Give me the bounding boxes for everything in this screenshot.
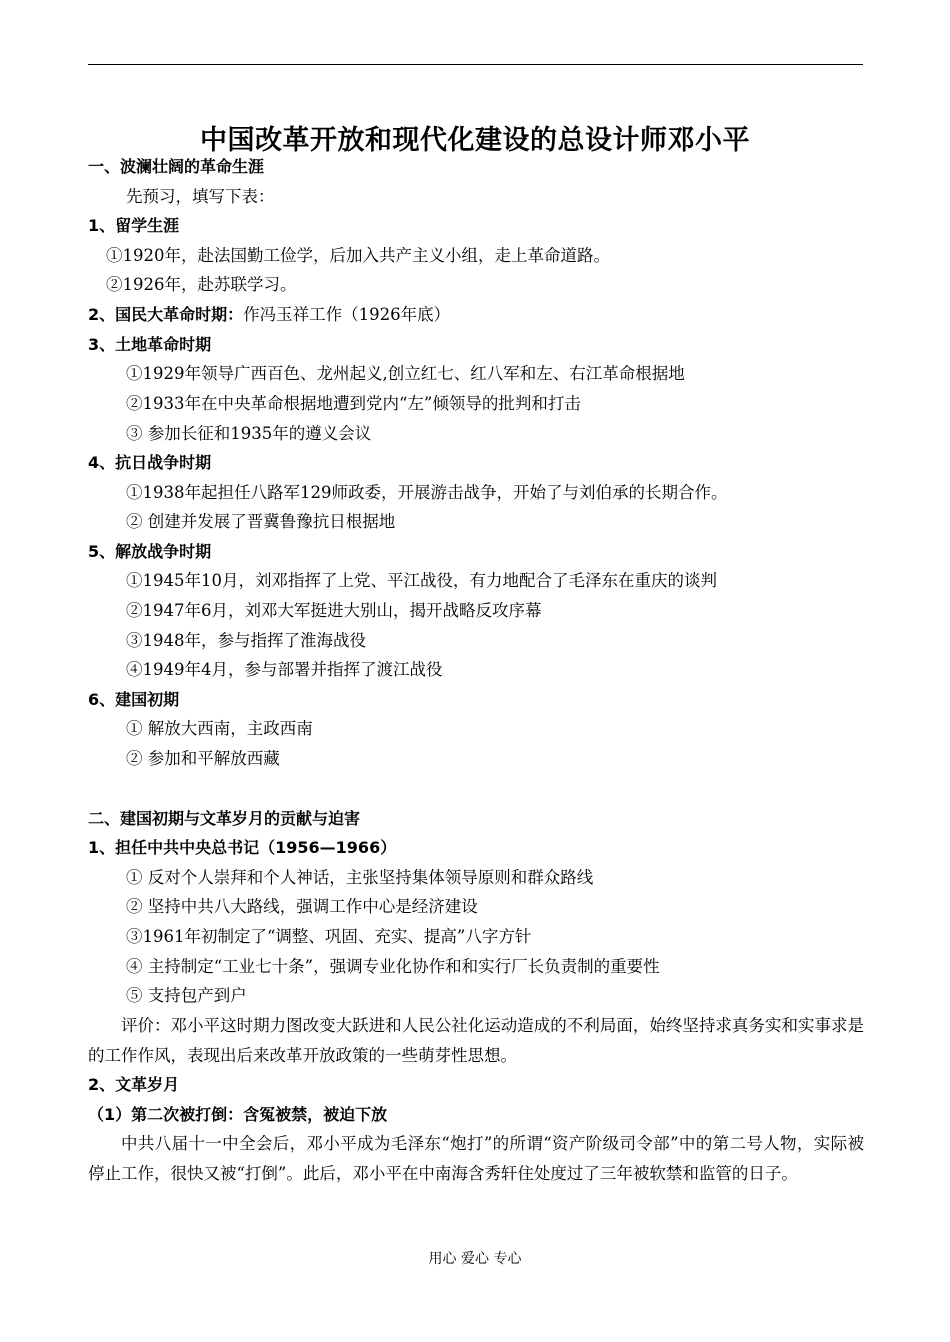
list-item: ③1948年，参与指挥了淮海战役 [126,631,366,650]
section-2-heading: 二、建国初期与文革岁月的贡献与迫害 [88,809,361,828]
subsection-heading: （1）第二次被打倒：含冤被禁，被迫下放 [88,1105,388,1124]
section-1-intro: 先预习，填写下表： [126,187,275,206]
header-rule [88,64,863,65]
list-item: ③ 参加长征和1935年的遵义会议 [126,424,372,443]
part-3-heading: 3、土地革命时期 [88,335,212,354]
section-1-heading: 一、波澜壮阔的革命生涯 [88,157,265,176]
list-item: ② 参加和平解放西藏 [126,749,280,768]
evaluation-paragraph: 评价：邓小平这时期力图改变大跃进和人民公社化运动造成的不利局面，始终坚持求真务实和实事求是的工作作风，表现出后来改革开放政策的一些萌芽性思想。 [88,1016,864,1065]
list-item: ①1929年领导广西百色、龙州起义,创立红七、红八军和左、右江革命根据地 [126,364,685,383]
part-6-heading: 6、建国初期 [88,690,180,709]
body-paragraph: 中共八届十一中全会后，邓小平成为毛泽东“炮打”的所谓“资产阶级司令部”中的第二号人物，实际被停止工作，很快又被“打倒”。此后，邓小平在中南海含秀轩住处度过了三年被软禁和监管的日子。 [88,1134,864,1183]
list-item: ①1945年10月，刘邓指挥了上党、平江战役，有力地配合了毛泽东在重庆的谈判 [126,571,717,590]
list-item: ④1949年4月，参与部署并指挥了渡江战役 [126,660,443,679]
part-5-heading: 5、解放战争时期 [88,542,212,561]
part-1-heading: 1、留学生涯 [88,216,180,235]
list-item: ②1947年6月，刘邓大军挺进大别山，揭开战略反攻序幕 [126,601,542,620]
list-item: ④ 主持制定“工业七十条”，强调专业化协作和和实行厂长负责制的重要性 [126,957,660,976]
section-2-part-1-heading: 1、担任中共中央总书记（1956—1966） [88,838,397,857]
section-2-part-2-heading: 2、文革岁月 [88,1075,180,1094]
list-item: ②1933年在中央革命根据地遭到党内“左”倾领导的批判和打击 [126,394,581,413]
list-item: ②1926年，赴苏联学习。 [106,275,297,294]
part-2-heading: 2、国民大革命时期： [88,305,244,324]
list-item: ① 解放大西南，主政西南 [126,719,313,738]
page-footer: 用心 爱心 专心 [428,1251,522,1267]
part-4-heading: 4、抗日战争时期 [88,453,212,472]
part-2-text: 作冯玉祥工作（1926年底） [243,305,451,324]
list-item: ①1920年，赴法国勤工俭学，后加入共产主义小组，走上革命道路。 [106,246,610,265]
page-title: 中国改革开放和现代化建设的总设计师邓小平 [200,125,750,156]
list-item: ①1938年起担任八路军129师政委，开展游击战争，开始了与刘伯承的长期合作。 [126,483,728,502]
list-item: ③1961年初制定了“调整、巩固、充实、提高”八字方针 [126,927,532,946]
list-item: ② 创建并发展了晋冀鲁豫抗日根据地 [126,512,396,531]
list-item: ② 坚持中共八大路线，强调工作中心是经济建设 [126,897,478,916]
list-item: ⑤ 支持包产到户 [126,986,247,1005]
part-2-line [88,304,450,326]
list-item: ① 反对个人崇拜和个人神话，主张坚持集体领导原则和群众路线 [126,868,594,887]
